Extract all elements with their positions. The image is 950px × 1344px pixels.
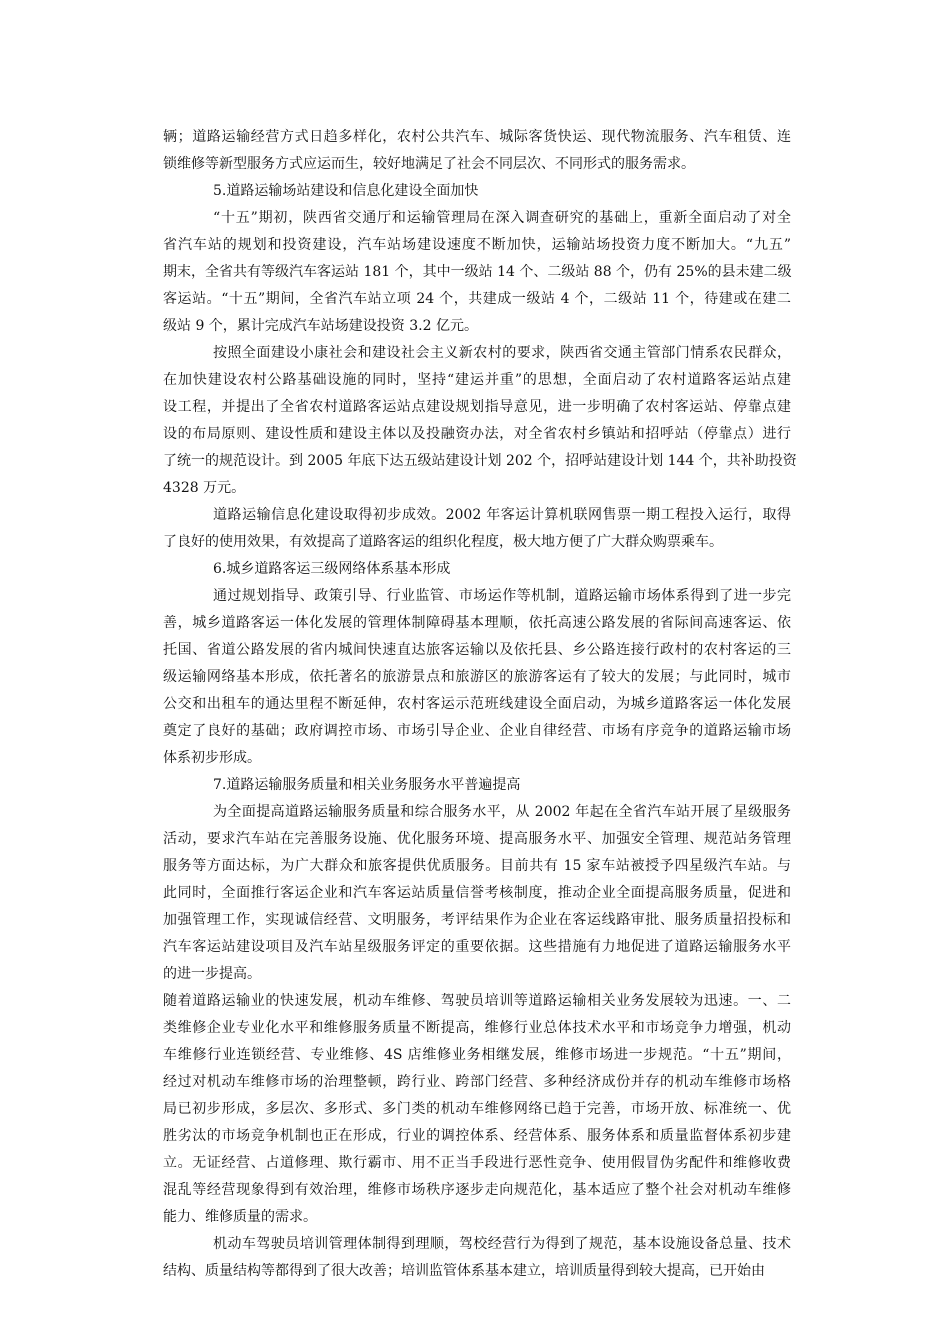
- text-line: 4328 万元。: [163, 480, 246, 496]
- text-line: 了统一的规范设计。到 2005 年底下达五级站建设计划 202 个，招呼站建设计划 144 个，共补助投资: [163, 453, 797, 469]
- paragraph: [163, 583, 791, 772]
- text-line: 活动，要求汽车站在完善服务设施、优化服务环境、提高服务水平、加强安全管理、规范站务管理: [163, 831, 791, 847]
- text-line: 结构、质量结构等都得到了很大改善；培训监管体系基本建立，培训质量得到较大提高，已开始由: [163, 1263, 765, 1279]
- text-line: 7.道路运输服务质量和相关业务服务水平普遍提高: [213, 777, 521, 793]
- text-line: 通过规划指导、政策引导、行业监管、市场运作等机制，道路运输市场体系得到了进一步完: [213, 588, 791, 604]
- text-line: 省汽车站的规划和投资建设，汽车站场建设速度不断加快，运输站场投资力度不断加大。“九五”: [163, 237, 791, 253]
- text-line: 胜劣汰的市场竞争机制也正在形成，行业的调控体系、经营体系、服务体系和质量监督体系初步建: [163, 1128, 791, 1144]
- paragraph: [163, 988, 791, 1231]
- text-line: 客运站。“十五”期间，全省汽车站立项 24 个，共建成一级站 4 个，二级站 11 个，待建或在建二: [163, 291, 791, 307]
- text-line: 5.道路运输场站建设和信息化建设全面加快: [213, 183, 479, 199]
- text-line: 期末，全省共有等级汽车客运站 181 个，其中一级站 14 个、二级站 88 个，仍有 25%的县未建二级: [163, 264, 792, 280]
- text-line: 加强管理工作，实现诚信经营、文明服务，考评结果作为企业在客运线路审批、服务质量招投标和: [163, 912, 791, 928]
- text-line: 级站 9 个，累计完成汽车站场建设投资 3.2 亿元。: [163, 318, 478, 334]
- text-line: 公交和出租车的通达里程不断延伸，农村客运示范班线建设全面启动，为城乡道路客运一体化发展: [163, 696, 791, 712]
- text-line: 设的布局原则、建设性质和建设主体以及投融资办法，对全省农村乡镇站和招呼站（停靠点）进行: [163, 426, 791, 442]
- text-line: 级运输网络基本形成，依托著名的旅游景点和旅游区的旅游客运有了较大的发展；与此同时，城市: [163, 669, 791, 685]
- text-line: 机动车驾驶员培训管理体制得到理顺，驾校经营行为得到了规范，基本设施设备总量、技术: [213, 1236, 791, 1252]
- document-page: [163, 124, 797, 1285]
- text-line: 能力、维修质量的需求。: [163, 1209, 317, 1225]
- text-line: 体系初步形成。: [163, 750, 261, 766]
- text-line: “十五”期初，陕西省交通厅和运输管理局在深入调查研究的基础上，重新全面启动了对全: [213, 210, 791, 226]
- text-line: 服务等方面达标，为广大群众和旅客提供优质服务。目前共有 15 家车站被授予四星级汽车站。与: [163, 858, 791, 874]
- text-line: 善，城乡道路客运一体化发展的管理体制障碍基本理顺，依托高速公路发展的省际间高速客运、依: [163, 615, 791, 631]
- text-line: 奠定了良好的基础；政府调控市场、市场引导企业、企业自律经营、市场有序竞争的道路运输市场: [163, 723, 791, 739]
- text-line: 道路运输信息化建设取得初步成效。2002 年客运计算机联网售票一期工程投入运行，取得: [213, 507, 791, 523]
- text-line: 立。无证经营、占道修理、欺行霸市、用不正当手段进行恶性竞争、使用假冒伪劣配件和维修收费: [163, 1155, 791, 1171]
- section-heading: [163, 178, 791, 205]
- paragraph: [163, 124, 791, 178]
- paragraph: [163, 205, 791, 340]
- text-line: 辆；道路运输经营方式日趋多样化，农村公共汽车、城际客货快运、现代物流服务、汽车租赁、连: [163, 129, 791, 145]
- text-line: 锁维修等新型服务方式应运而生，较好地满足了社会不同层次、不同形式的服务需求。: [163, 156, 695, 172]
- text-line: 的进一步提高。: [163, 966, 261, 982]
- text-line: 随着道路运输业的快速发展，机动车维修、驾驶员培训等道路运输相关业务发展较为迅速。一、二: [163, 993, 791, 1009]
- text-line: 汽车客运站建设项目及汽车站星级服务评定的重要依据。这些措施有力地促进了道路运输服务水平: [163, 939, 791, 955]
- text-line: 车维修行业连锁经营、专业维修、4S 店维修业务相继发展，维修市场进一步规范。“十五”期间，: [163, 1047, 791, 1063]
- text-line: 混乱等经营现象得到有效治理，维修市场秩序逐步走向规范化，基本适应了整个社会对机动车维修: [163, 1182, 791, 1198]
- text-line: 此同时，全面推行客运企业和汽车客运站质量信誉考核制度，推动企业全面提高服务质量，促进和: [163, 885, 791, 901]
- text-line: 了良好的使用效果，有效提高了道路客运的组织化程度，极大地方便了广大群众购票乘车。: [163, 534, 723, 550]
- text-line: 为全面提高道路运输服务质量和综合服务水平，从 2002 年起在全省汽车站开展了星级服务: [213, 804, 791, 820]
- paragraph: [163, 799, 791, 988]
- text-line: 设工程，并提出了全省农村道路客运站点建设规划指导意见，进一步明确了农村客运站、停靠点建: [163, 399, 791, 415]
- text-line: 在加快建设农村公路基础设施的同时，坚持“建运并重”的思想，全面启动了农村道路客运站点建: [163, 372, 791, 388]
- text-line: 经过对机动车维修市场的治理整顿，跨行业、跨部门经营、多种经济成份并存的机动车维修市场格: [163, 1074, 791, 1090]
- text-line: 6.城乡道路客运三级网络体系基本形成: [213, 561, 451, 577]
- section-heading: [163, 556, 791, 583]
- paragraph: [163, 340, 797, 502]
- paragraph: [163, 502, 791, 556]
- text-line: 局已初步形成，多层次、多形式、多门类的机动车维修网络已趋于完善，市场开放、标准统一、优: [163, 1101, 791, 1117]
- section-heading: [163, 772, 791, 799]
- text-line: 类维修企业专业化水平和维修服务质量不断提高，维修行业总体技术水平和市场竞争力增强，机动: [163, 1020, 791, 1036]
- text-line: 按照全面建设小康社会和建设社会主义新农村的要求，陕西省交通主管部门情系农民群众，: [213, 345, 791, 361]
- paragraph: [163, 1231, 791, 1285]
- text-line: 托国、省道公路发展的省内城间快速直达旅客运输以及依托县、乡公路连接行政村的农村客运的三: [163, 642, 791, 658]
